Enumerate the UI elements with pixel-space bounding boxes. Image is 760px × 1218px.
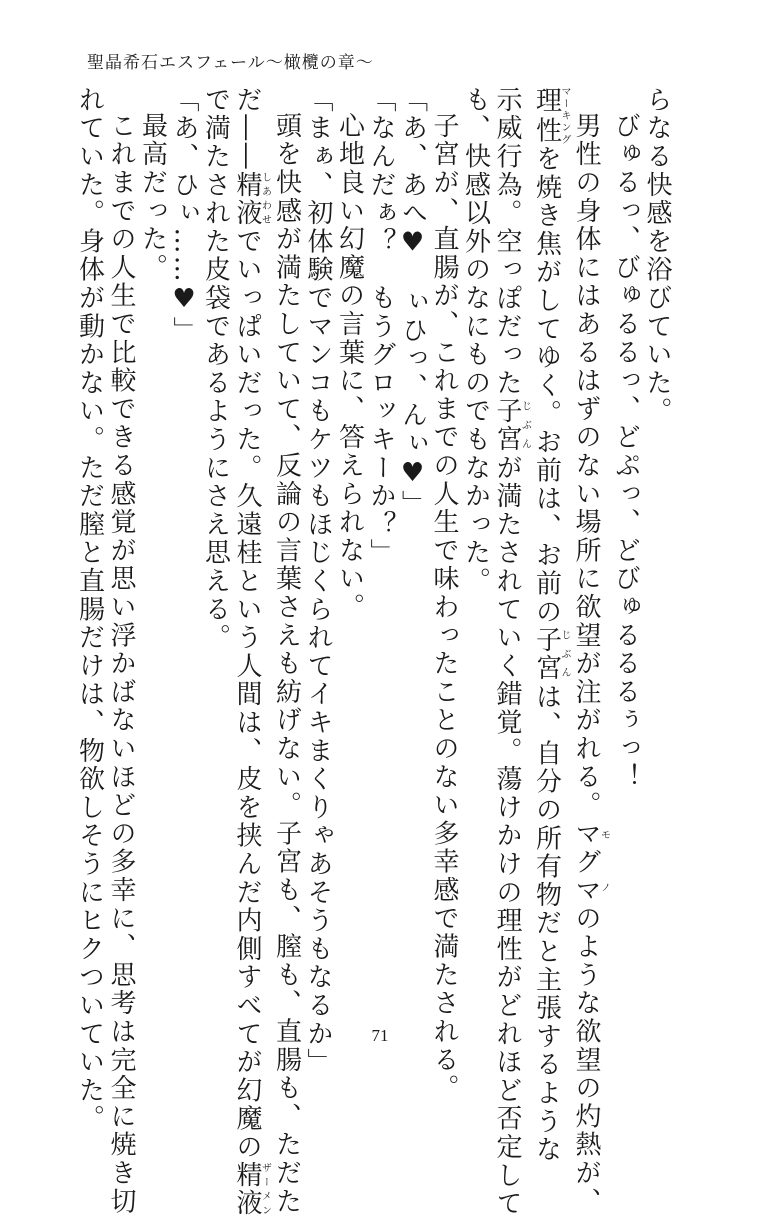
text-line [396, 86, 428, 986]
ruby-reading: しあわせ [259, 170, 271, 228]
line-text: 」 [397, 490, 428, 519]
line-text: を焼き焦がしてゆく。お前は、お前の [531, 145, 562, 627]
ruby-word [232, 1161, 271, 1218]
text-line [302, 86, 334, 1077]
ruby-word [232, 170, 271, 228]
line-text: 「まぁ、初体験でマンコもケツもほじくられてイキまくりゃあそうもなるか」 [303, 86, 333, 1077]
ruby-word [571, 819, 610, 905]
line-text: が満たされていく錯覚。蕩けかけの理性がどれほど否定して [492, 453, 522, 1218]
text-line [570, 86, 610, 1216]
text-line [428, 86, 460, 1103]
line-text: 」 [169, 316, 199, 345]
text-line [491, 86, 531, 1218]
line-text: れていた。身体が動かない。ただ膣と直腸だけは、物欲しそうにヒクついていた。 [74, 86, 105, 1134]
heart-icon: ♥ [397, 227, 428, 260]
text-line [168, 86, 200, 986]
ruby-word [492, 397, 531, 454]
line-text: で満たされた皮袋であるようにさえ思える。 [200, 86, 231, 652]
line-text: でいっぱいだった。久遠桂という人間は、皮を挟んだ内側すべてが幻魔の [232, 227, 262, 1162]
line-text: 男性の身体にはあるはずのない場所に欲望が注がれる。 [571, 112, 601, 820]
line-text: のような欲望の灼熱が、 [571, 904, 601, 1216]
line-text: 子宮が、直腸が、これまでの人生で味わったことのない多幸感で満たされる。 [429, 112, 459, 1103]
line-text: 心地良い幻魔の言葉に、答えられない。 [334, 112, 365, 622]
text-line [270, 86, 302, 1216]
text-line [641, 86, 673, 986]
text-line [199, 86, 231, 986]
ruby-reading: マーキング [559, 86, 570, 146]
line-text: 示威行為。空っぽだった [492, 86, 522, 398]
line-text: だ―― [232, 86, 262, 171]
text-line [333, 86, 365, 986]
line-text: ぃひっ、んぃ [397, 259, 428, 458]
ruby-base: 精液 [232, 1161, 262, 1218]
ruby-word [531, 86, 570, 146]
ruby-reading: モノ [598, 819, 610, 905]
line-text: は、自分の所有物だと主張するような [531, 682, 562, 1164]
line-text: びゅるっ、びゅるるっ、どぷっ、どびゅるるるぅっ！ [610, 112, 641, 792]
heart-icon: ♥ [397, 457, 428, 491]
text-line [73, 86, 105, 1134]
line-text: らなる快感を浴びていた。 [642, 86, 672, 426]
running-header: 聖晶希石エスフェール〜橄欖の章〜 [87, 53, 374, 73]
ruby-word [531, 626, 570, 683]
line-text: 「なんだぁ？ もうグロッキーか？」 [366, 86, 396, 568]
ruby-reading: じぶん [519, 397, 531, 454]
ruby-base: 子宮 [531, 626, 562, 683]
ruby-base: 子宮 [492, 397, 522, 454]
line-text: 頭を快感が満たしていて、反論の言葉さえも紡げない。子宮も、膣も、直腸も、ただた [271, 112, 302, 1216]
ruby-base: 理性 [531, 86, 562, 146]
line-text: これまでの人生で比較できる感覚が思い浮かばないほどの多幸に、思考は完全に焼き切 [106, 112, 136, 1216]
text-line [365, 86, 397, 986]
line-text: 「あ、ひぃ…… [169, 86, 199, 285]
ruby-reading: ザーメン [259, 1161, 271, 1218]
ruby-base: 精液 [232, 170, 262, 228]
ruby-reading: じぶん [559, 626, 570, 683]
line-text: 「あ、あへ [397, 86, 428, 228]
text-line [459, 86, 491, 986]
heart-icon: ♥ [169, 284, 199, 317]
text-line [136, 86, 168, 986]
text-line [609, 86, 641, 986]
ruby-base: マグマ [571, 819, 601, 905]
text-line [105, 86, 137, 1216]
line-text: 最高だった。 [137, 112, 168, 282]
page-number: 71 [371, 1026, 389, 1045]
line-text: も、快感以外のなにものでもなかった。 [460, 86, 491, 596]
text-line [530, 86, 570, 1164]
text-line [231, 86, 271, 1218]
